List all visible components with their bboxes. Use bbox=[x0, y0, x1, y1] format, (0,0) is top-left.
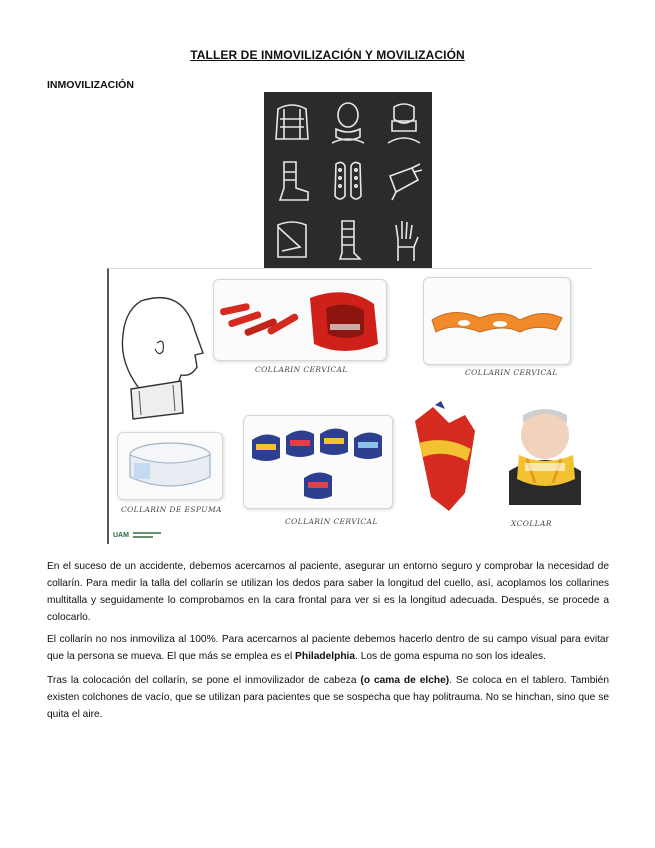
arm-sling-icon bbox=[264, 211, 320, 270]
paragraph-2 bbox=[47, 631, 609, 665]
vest-icon bbox=[264, 92, 320, 151]
cervical-collar-collage bbox=[107, 268, 592, 544]
paragraph-3-text-a: Tras la colocación del collarín, se pone el inmovilizador de cabeza bbox=[47, 675, 361, 686]
orange-cervical-collar-card bbox=[423, 277, 571, 365]
red-collar-image bbox=[214, 280, 386, 360]
paragraph-2-bold: Philadelphia bbox=[295, 651, 356, 662]
paragraph-3 bbox=[47, 672, 609, 723]
immobilization-icon-grid bbox=[264, 92, 432, 270]
red-cervical-collar-card bbox=[213, 279, 387, 361]
paragraph-3-text-b: . Se coloca en el tablero. También existen colchones de vacío, que se utilizan para pacientes que se sospecha que hay politrauma. No se hinchan, sino que se quita el aire. bbox=[47, 675, 609, 720]
multiple-collars-card bbox=[243, 415, 393, 509]
paragraph-2-text-a: El collarín no nos inmoviliza al 100%. Para acercarnos al paciente debemos hacerlo dentro de su campo visual para evitar que la persona se mueva. El que más se emplea es el bbox=[47, 634, 609, 662]
head-with-collar-illustration bbox=[111, 291, 209, 421]
neck-brace-icon bbox=[376, 92, 432, 151]
head-collar-icon bbox=[320, 92, 376, 151]
caption-cervical-1: COLLARIN CERVICAL bbox=[255, 365, 348, 374]
uam-logo: UAM bbox=[113, 532, 129, 539]
hand-splint-icon bbox=[376, 211, 432, 270]
paragraph-2-text-b: . Los de goma espuma no son los ideales. bbox=[355, 651, 546, 662]
orange-collar-image bbox=[424, 278, 570, 364]
document-title: TALLER DE INMOVILIZACIÓN Y MOVILIZACIÓN bbox=[190, 48, 465, 62]
caption-foam: COLLARIN DE ESPUMA bbox=[121, 505, 222, 514]
wrist-brace-icon bbox=[376, 151, 432, 210]
caption-cervical-3: COLLARIN CERVICAL bbox=[285, 517, 378, 526]
foam-collar-card bbox=[117, 432, 223, 500]
section-heading: INMOVILIZACIÓN bbox=[47, 79, 134, 91]
caption-cervical-2: COLLARIN CERVICAL bbox=[465, 368, 558, 377]
caption-xcollar: XCOLLAR bbox=[511, 519, 552, 528]
insoles-icon bbox=[320, 151, 376, 210]
xcollar-image bbox=[405, 401, 589, 521]
uam-logo-tagline bbox=[133, 531, 163, 539]
foam-collar-image bbox=[118, 433, 222, 499]
paragraph-3-bold: (o cama de elche) bbox=[360, 675, 450, 686]
ankle-brace-icon bbox=[264, 151, 320, 210]
multiple-collars-image bbox=[244, 416, 392, 508]
paragraph-1: En el suceso de un accidente, debemos acercarnos al paciente, asegurar un entorno seguro y comprobar la necesidad de collarín. Para medir la talla del collarín se utilizan los dedos para saber la longitud del cuello, así, acoplamos los collarines multitalla y seguidamente lo comprobamos en la cara frontal para ver si es la longitud adecuada. Después, se procede a colocarlo. bbox=[47, 561, 609, 623]
leg-splint-icon bbox=[320, 211, 376, 270]
